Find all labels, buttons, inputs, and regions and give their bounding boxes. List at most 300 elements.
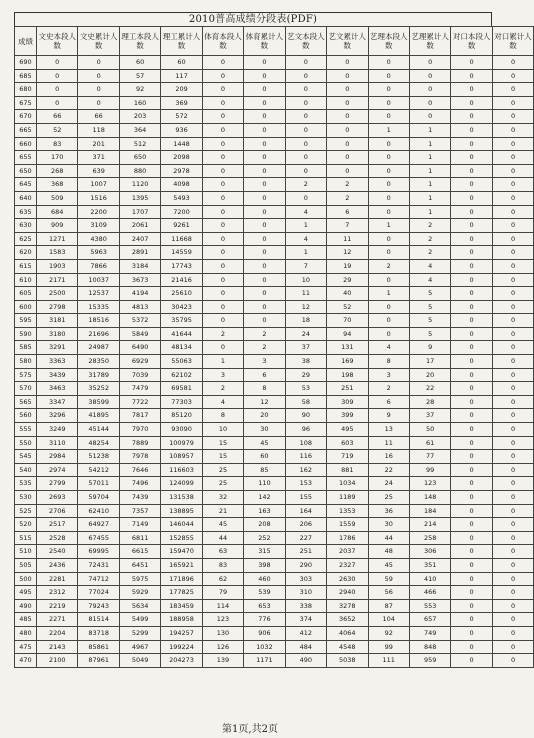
count-cell: 139 [202, 654, 243, 668]
count-cell: 48 [368, 545, 409, 559]
count-cell: 0 [492, 558, 533, 572]
score-cell: 610 [15, 273, 37, 287]
count-cell: 3652 [327, 613, 368, 627]
count-cell: 54212 [78, 463, 119, 477]
count-cell: 0 [285, 110, 326, 124]
count-cell: 12 [327, 246, 368, 260]
count-cell: 2974 [37, 463, 78, 477]
table-row [15, 341, 534, 355]
count-cell: 2 [368, 259, 409, 273]
count-cell: 183459 [161, 599, 202, 613]
count-cell: 22 [368, 463, 409, 477]
count-cell: 3181 [37, 314, 78, 328]
count-cell: 6 [368, 395, 409, 409]
count-cell: 1 [368, 287, 409, 301]
score-cell: 615 [15, 259, 37, 273]
count-cell: 13 [368, 423, 409, 437]
count-cell: 2 [409, 219, 450, 233]
count-cell: 123 [409, 477, 450, 491]
count-cell: 0 [202, 300, 243, 314]
count-cell: 7978 [119, 450, 160, 464]
table-title: 2010普高成绩分段表(PDF) [14, 12, 492, 26]
count-cell: 5 [409, 287, 450, 301]
count-cell: 0 [244, 69, 285, 83]
table-row [15, 463, 534, 477]
count-cell: 0 [368, 273, 409, 287]
table-row [15, 409, 534, 423]
count-cell: 17743 [161, 259, 202, 273]
count-cell: 2 [285, 178, 326, 192]
count-cell: 0 [285, 83, 326, 97]
count-cell: 684 [37, 205, 78, 219]
count-cell: 123 [202, 613, 243, 627]
count-cell: 83718 [78, 626, 119, 640]
score-cell: 515 [15, 531, 37, 545]
count-cell: 44 [202, 531, 243, 545]
count-cell: 117 [161, 69, 202, 83]
count-cell: 0 [78, 83, 119, 97]
count-cell: 0 [202, 110, 243, 124]
count-cell: 0 [492, 69, 533, 83]
count-cell: 2 [327, 191, 368, 205]
count-cell: 60 [119, 56, 160, 70]
count-cell: 138895 [161, 504, 202, 518]
count-cell: 0 [285, 123, 326, 137]
count-cell: 25610 [161, 287, 202, 301]
count-cell: 37 [409, 409, 450, 423]
count-cell: 100979 [161, 436, 202, 450]
count-cell: 48134 [161, 341, 202, 355]
count-cell: 1032 [244, 640, 285, 654]
count-cell: 0 [327, 151, 368, 165]
score-cell: 580 [15, 355, 37, 369]
score-cell: 660 [15, 137, 37, 151]
count-cell: 0 [202, 246, 243, 260]
count-cell: 99 [368, 640, 409, 654]
count-cell: 410 [409, 572, 450, 586]
column-header: 艺理本段人数 [368, 27, 409, 56]
count-cell: 0 [492, 110, 533, 124]
count-cell: 90 [285, 409, 326, 423]
score-cell: 575 [15, 368, 37, 382]
count-cell: 162 [285, 463, 326, 477]
count-cell: 99 [409, 463, 450, 477]
count-cell: 59 [368, 572, 409, 586]
count-cell: 160 [119, 96, 160, 110]
count-cell: 25 [202, 463, 243, 477]
count-cell: 96 [285, 423, 326, 437]
count-cell: 0 [492, 613, 533, 627]
count-cell: 77303 [161, 395, 202, 409]
count-cell: 0 [244, 151, 285, 165]
score-cell: 595 [15, 314, 37, 328]
count-cell: 6615 [119, 545, 160, 559]
count-cell: 0 [202, 69, 243, 83]
count-cell: 251 [285, 545, 326, 559]
count-cell: 0 [202, 164, 243, 178]
count-cell: 0 [368, 232, 409, 246]
count-cell: 0 [368, 327, 409, 341]
score-cell: 630 [15, 219, 37, 233]
page-indicator: 第1页,共2页 [222, 724, 278, 735]
count-cell: 74712 [78, 572, 119, 586]
count-cell: 0 [451, 599, 492, 613]
count-cell: 0 [451, 83, 492, 97]
count-cell: 0 [492, 355, 533, 369]
score-cell: 680 [15, 83, 37, 97]
count-cell: 5 [409, 300, 450, 314]
count-cell: 87 [368, 599, 409, 613]
count-cell: 37 [285, 341, 326, 355]
count-cell: 0 [451, 545, 492, 559]
count-cell: 1 [368, 123, 409, 137]
count-cell: 126 [202, 640, 243, 654]
count-cell: 85120 [161, 409, 202, 423]
count-cell: 0 [244, 219, 285, 233]
count-cell: 6 [244, 368, 285, 382]
count-cell: 118 [78, 123, 119, 137]
count-cell: 6 [327, 205, 368, 219]
count-cell: 2 [409, 232, 450, 246]
count-cell: 0 [492, 640, 533, 654]
count-cell: 0 [285, 69, 326, 83]
count-cell: 10 [202, 423, 243, 437]
count-cell: 111 [368, 654, 409, 668]
count-cell: 1 [368, 219, 409, 233]
count-cell: 0 [451, 640, 492, 654]
count-cell: 204273 [161, 654, 202, 668]
count-cell: 0 [368, 83, 409, 97]
table-row [15, 640, 534, 654]
count-cell: 7439 [119, 491, 160, 505]
count-cell: 0 [451, 382, 492, 396]
count-cell: 0 [492, 654, 533, 668]
count-cell: 1903 [37, 259, 78, 273]
count-cell: 848 [409, 640, 450, 654]
count-cell: 398 [244, 558, 285, 572]
count-cell: 30 [368, 518, 409, 532]
count-cell: 0 [451, 123, 492, 137]
score-cell: 600 [15, 300, 37, 314]
count-cell: 0 [492, 151, 533, 165]
count-cell: 21 [202, 504, 243, 518]
count-cell: 203 [119, 110, 160, 124]
score-cell: 560 [15, 409, 37, 423]
count-cell: 0 [244, 178, 285, 192]
table-row [15, 423, 534, 437]
count-cell: 0 [368, 205, 409, 219]
table-row [15, 314, 534, 328]
count-cell: 909 [37, 219, 78, 233]
score-cell: 665 [15, 123, 37, 137]
count-cell: 0 [327, 56, 368, 70]
count-cell: 657 [409, 613, 450, 627]
count-cell: 466 [409, 586, 450, 600]
count-cell: 0 [37, 56, 78, 70]
count-cell: 0 [244, 314, 285, 328]
score-cell: 470 [15, 654, 37, 668]
count-cell: 0 [492, 586, 533, 600]
count-cell: 0 [492, 545, 533, 559]
count-cell: 94 [327, 327, 368, 341]
count-cell: 21416 [161, 273, 202, 287]
count-cell: 57011 [78, 477, 119, 491]
count-cell: 177825 [161, 586, 202, 600]
count-cell: 7 [285, 259, 326, 273]
table-row [15, 531, 534, 545]
count-cell: 0 [492, 518, 533, 532]
count-cell: 0 [492, 219, 533, 233]
count-cell: 3 [244, 355, 285, 369]
count-cell: 0 [451, 491, 492, 505]
count-cell: 0 [244, 56, 285, 70]
score-cell: 635 [15, 205, 37, 219]
table-row [15, 613, 534, 627]
table-row [15, 259, 534, 273]
count-cell: 52 [327, 300, 368, 314]
count-cell: 0 [451, 191, 492, 205]
count-cell: 0 [451, 423, 492, 437]
count-cell: 214 [409, 518, 450, 532]
count-cell: 0 [451, 436, 492, 450]
count-cell: 36 [368, 504, 409, 518]
score-cell: 530 [15, 491, 37, 505]
score-cell: 540 [15, 463, 37, 477]
count-cell: 45 [368, 558, 409, 572]
count-cell: 539 [244, 586, 285, 600]
count-cell: 44 [368, 531, 409, 545]
score-cell: 655 [15, 151, 37, 165]
count-cell: 63 [202, 545, 243, 559]
count-cell: 2940 [327, 586, 368, 600]
count-cell: 0 [492, 327, 533, 341]
count-cell: 368 [37, 178, 78, 192]
count-cell: 3673 [119, 273, 160, 287]
count-cell: 9 [409, 341, 450, 355]
column-header: 体育累计人数 [244, 27, 285, 56]
table-row [15, 191, 534, 205]
count-cell: 0 [368, 246, 409, 260]
count-cell: 66 [37, 110, 78, 124]
count-cell: 45144 [78, 423, 119, 437]
count-cell: 69581 [161, 382, 202, 396]
count-cell: 3347 [37, 395, 78, 409]
count-cell: 906 [244, 626, 285, 640]
count-cell: 0 [244, 164, 285, 178]
count-cell: 83 [202, 558, 243, 572]
count-cell: 0 [492, 450, 533, 464]
count-cell: 56 [368, 586, 409, 600]
score-cell: 670 [15, 110, 37, 124]
count-cell: 0 [492, 287, 533, 301]
count-cell: 490 [285, 654, 326, 668]
count-cell: 6929 [119, 355, 160, 369]
count-cell: 12537 [78, 287, 119, 301]
count-cell: 10037 [78, 273, 119, 287]
count-cell: 2204 [37, 626, 78, 640]
score-cell: 525 [15, 504, 37, 518]
count-cell: 8 [368, 355, 409, 369]
count-cell: 11668 [161, 232, 202, 246]
count-cell: 4380 [78, 232, 119, 246]
table-row [15, 178, 534, 192]
count-cell: 0 [202, 287, 243, 301]
count-cell: 0 [451, 314, 492, 328]
count-cell: 93090 [161, 423, 202, 437]
count-cell: 512 [119, 137, 160, 151]
count-cell: 460 [244, 572, 285, 586]
column-header: 对口本段人数 [451, 27, 492, 56]
count-cell: 0 [492, 395, 533, 409]
count-cell: 4548 [327, 640, 368, 654]
count-cell: 0 [451, 232, 492, 246]
count-cell: 70 [327, 314, 368, 328]
count-cell: 1707 [119, 205, 160, 219]
count-cell: 64927 [78, 518, 119, 532]
count-cell: 2 [327, 178, 368, 192]
score-cell: 625 [15, 232, 37, 246]
count-cell: 5038 [327, 654, 368, 668]
count-cell: 5 [409, 327, 450, 341]
count-cell: 21696 [78, 327, 119, 341]
count-cell: 2312 [37, 586, 78, 600]
count-cell: 6451 [119, 558, 160, 572]
count-cell: 351 [409, 558, 450, 572]
count-cell: 303 [285, 572, 326, 586]
count-cell: 131538 [161, 491, 202, 505]
score-cell: 495 [15, 586, 37, 600]
count-cell: 194257 [161, 626, 202, 640]
score-cell: 605 [15, 287, 37, 301]
count-cell: 209 [161, 83, 202, 97]
count-cell: 0 [244, 205, 285, 219]
count-cell: 2436 [37, 558, 78, 572]
count-cell: 0 [285, 137, 326, 151]
count-cell: 3184 [119, 259, 160, 273]
table-row [15, 137, 534, 151]
count-cell: 164 [285, 504, 326, 518]
count-cell: 24987 [78, 341, 119, 355]
count-cell: 62102 [161, 368, 202, 382]
score-cell: 555 [15, 423, 37, 437]
column-header: 文史本段人数 [37, 27, 78, 56]
count-cell: 24 [285, 327, 326, 341]
table-row [15, 477, 534, 491]
count-cell: 35795 [161, 314, 202, 328]
count-cell: 2407 [119, 232, 160, 246]
count-cell: 0 [492, 191, 533, 205]
count-cell: 0 [492, 314, 533, 328]
count-cell: 1448 [161, 137, 202, 151]
count-cell: 0 [368, 69, 409, 83]
count-cell: 4 [285, 205, 326, 219]
count-cell: 364 [119, 123, 160, 137]
count-cell: 15 [202, 450, 243, 464]
count-cell: 0 [451, 355, 492, 369]
count-cell: 0 [202, 151, 243, 165]
count-cell: 20 [409, 368, 450, 382]
count-cell: 0 [202, 341, 243, 355]
count-cell: 1583 [37, 246, 78, 260]
column-header: 文史累计人数 [78, 27, 119, 56]
count-cell: 0 [492, 572, 533, 586]
table-row [15, 110, 534, 124]
count-cell: 0 [492, 273, 533, 287]
count-cell: 60 [161, 56, 202, 70]
count-cell: 1189 [327, 491, 368, 505]
count-cell: 41895 [78, 409, 119, 423]
count-cell: 67455 [78, 531, 119, 545]
count-cell: 7889 [119, 436, 160, 450]
count-cell: 5634 [119, 599, 160, 613]
count-cell: 53 [285, 382, 326, 396]
table-row [15, 123, 534, 137]
score-cell: 475 [15, 640, 37, 654]
count-cell: 7496 [119, 477, 160, 491]
count-cell: 0 [368, 56, 409, 70]
count-cell: 0 [492, 246, 533, 260]
count-cell: 1171 [244, 654, 285, 668]
count-cell: 3 [202, 368, 243, 382]
table-row [15, 436, 534, 450]
count-cell: 0 [451, 164, 492, 178]
table-row [15, 450, 534, 464]
count-cell: 0 [409, 96, 450, 110]
count-cell: 1516 [78, 191, 119, 205]
count-cell: 1 [409, 205, 450, 219]
count-cell: 0 [492, 123, 533, 137]
table-row [15, 327, 534, 341]
column-header: 成绩 [15, 27, 37, 56]
count-cell: 6490 [119, 341, 160, 355]
count-cell: 306 [409, 545, 450, 559]
count-cell: 52 [37, 123, 78, 137]
count-cell: 338 [285, 599, 326, 613]
table-row [15, 219, 534, 233]
count-cell: 1559 [327, 518, 368, 532]
count-cell: 3110 [37, 436, 78, 450]
count-cell: 38 [285, 355, 326, 369]
count-cell: 0 [202, 205, 243, 219]
count-cell: 0 [202, 219, 243, 233]
table-row [15, 654, 534, 668]
column-header: 艺理累计人数 [409, 27, 450, 56]
count-cell: 0 [202, 232, 243, 246]
count-cell: 199224 [161, 640, 202, 654]
count-cell: 159470 [161, 545, 202, 559]
count-cell: 8 [244, 382, 285, 396]
count-cell: 5 [409, 314, 450, 328]
count-cell: 2037 [327, 545, 368, 559]
table-row [15, 368, 534, 382]
count-cell: 0 [451, 626, 492, 640]
count-cell: 146044 [161, 518, 202, 532]
count-cell: 5299 [119, 626, 160, 640]
header-row [15, 27, 534, 56]
count-cell: 22 [409, 382, 450, 396]
count-cell: 32 [202, 491, 243, 505]
table-row [15, 599, 534, 613]
count-cell: 77 [409, 450, 450, 464]
count-cell: 45 [202, 518, 243, 532]
count-cell: 50 [409, 423, 450, 437]
count-cell: 0 [492, 341, 533, 355]
table-row [15, 246, 534, 260]
count-cell: 1 [409, 164, 450, 178]
count-cell: 16 [368, 450, 409, 464]
count-cell: 1007 [78, 178, 119, 192]
count-cell: 2540 [37, 545, 78, 559]
